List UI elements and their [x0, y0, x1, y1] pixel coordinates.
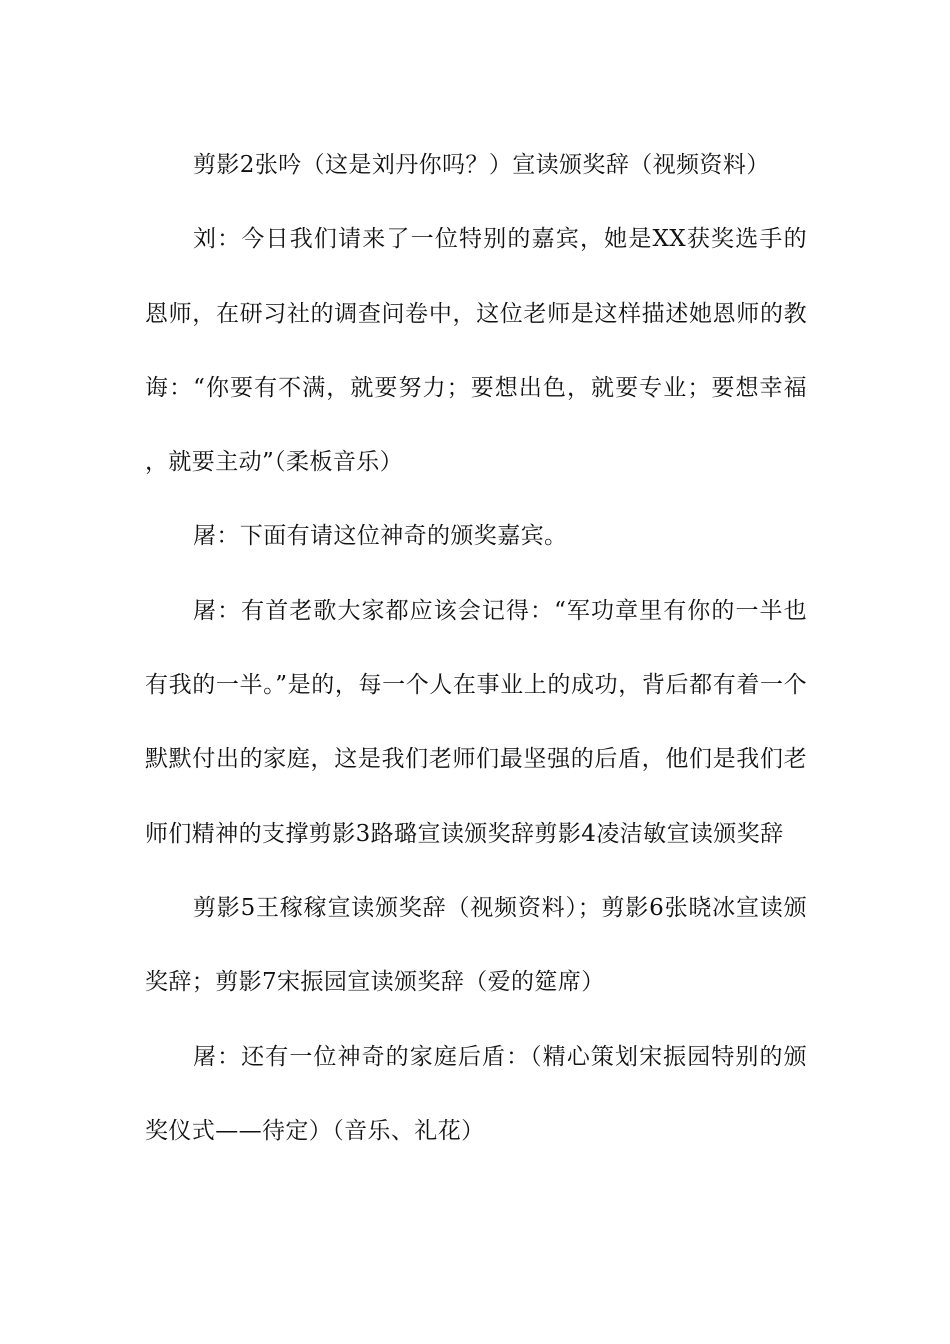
paragraph-silhouette-2: 剪影2张吟（这是刘丹你吗？）宣读颁奖辞（视频资料）	[193, 152, 770, 178]
paragraph-tu-old-song: 屠：有首老歌大家都应该会记得：“军功章里有你的一半也有我的一半。”是的，每一个人在事业上的成功，背后都有着一个默默付出的家庭，这是我们老师们最坚强的后盾，他们是我们老师们精神的支撑剪影3路璐宣读颁奖辞剪影4凌洁敏宣读颁奖辞	[145, 597, 807, 847]
document-body	[145, 128, 807, 1168]
paragraph-tu-family-support: 屠：还有一位神奇的家庭后盾：（精心策划宋振园特别的颁奖仪式——待定）（音乐、礼花）	[145, 1043, 807, 1144]
paragraph-silhouettes-5-7: 剪影5王稼稼宣读颁奖辞（视频资料）；剪影6张晓冰宣读颁奖辞；剪影7宋振园宣读颁奖辞（爱的筵席）	[145, 894, 807, 996]
paragraph-liu-guest-intro: 刘：今日我们请来了一位特别的嘉宾，她是XX获奖选手的恩师，在研习社的调查问卷中，这位老师是这样描述她恩师的教诲：“你要有不满，就要努力；要想出色，就要专业；要想幸福，就要主动”（柔板音乐）	[145, 226, 807, 476]
paragraph-tu-invite: 屠：下面有请这位神奇的颁奖嘉宾。	[193, 523, 568, 550]
